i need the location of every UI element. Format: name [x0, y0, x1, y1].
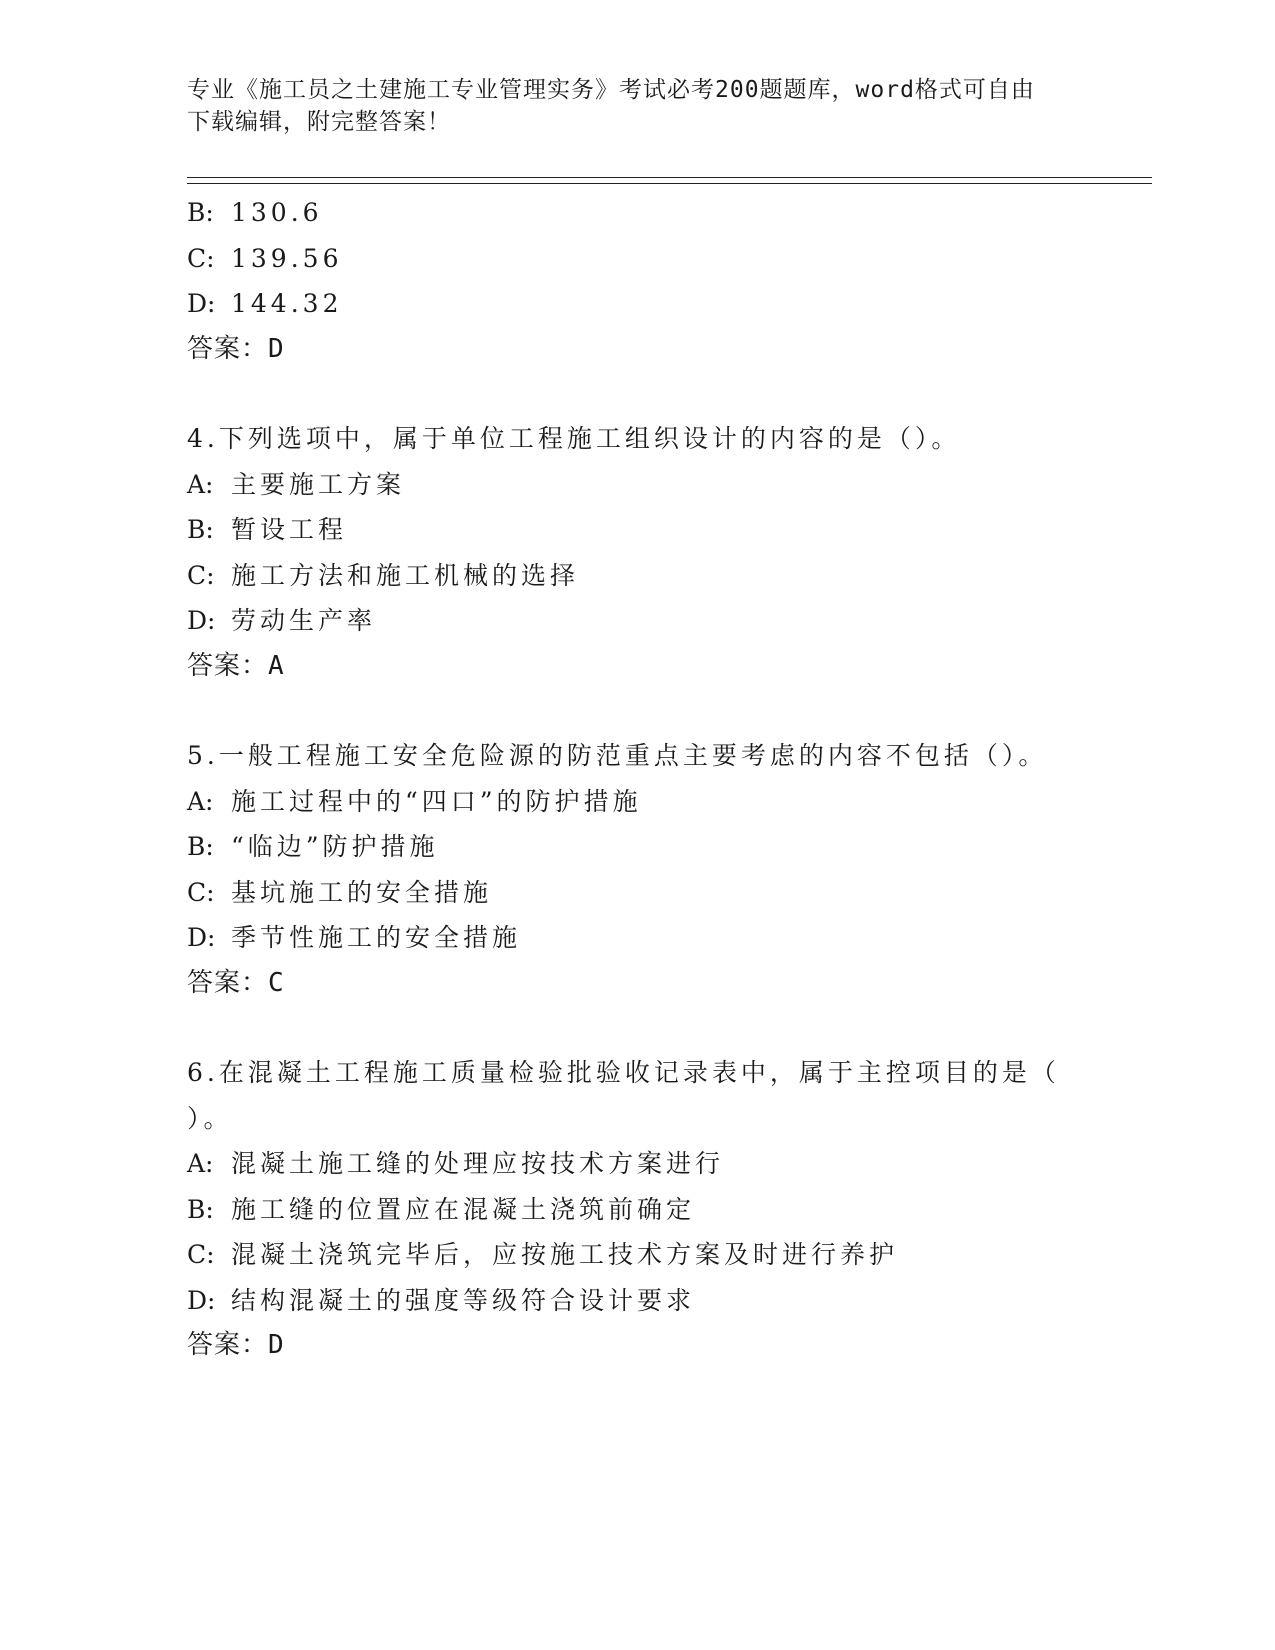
option-d: D: 劳动生产率	[187, 606, 377, 635]
answer-line: 答案：C	[187, 967, 285, 998]
question-stem: 5.一般工程施工安全危险源的防范重点主要考虑的内容不包括（）。	[187, 741, 1048, 770]
option-b: B: “临边”防护措施	[187, 832, 439, 861]
header-title-line-1: 专业《施工员之土建施工专业管理实务》考试必考200题题库，word格式可自由	[187, 77, 1035, 103]
header-divider-top	[187, 177, 1152, 178]
option-a: A: 混凝土施工缝的处理应按技术方案进行	[187, 1149, 725, 1178]
option-b: B: 暂设工程	[187, 515, 348, 544]
option-a: A: 施工过程中的“四口”的防护措施	[187, 786, 642, 816]
question-6	[187, 1050, 1067, 1369]
question-4	[187, 416, 1067, 689]
header-divider-bottom	[187, 183, 1152, 184]
option-c: C: 139.56	[187, 243, 343, 273]
option-b: B: 施工缝的位置应在混凝土浇筑前确定	[187, 1194, 696, 1224]
document-header	[187, 74, 1067, 138]
question-list	[187, 190, 1067, 1369]
option-c: C: 混凝土浇筑完毕后，应按施工技术方案及时进行养护	[187, 1240, 899, 1269]
option-d: D: 144.32	[187, 289, 343, 318]
answer-line: 答案：A	[187, 650, 285, 681]
option-c: C: 基坑施工的安全措施	[187, 877, 493, 907]
option-d: D: 季节性施工的安全措施	[187, 923, 522, 952]
question-stem: 4.下列选项中，属于单位工程施工组织设计的内容的是（）。	[187, 424, 961, 453]
answer-line: 答案：D	[187, 333, 285, 364]
option-d: D: 结构混凝土的强度等级符合设计要求	[187, 1285, 696, 1315]
question-partial	[187, 190, 1067, 372]
option-b: B: 130.6	[187, 198, 323, 227]
question-stem-line-2: ）。	[187, 1103, 233, 1133]
header-title-line-2: 下载编辑，附完整答案！	[187, 109, 451, 135]
question-stem-line-1: 6.在混凝土工程施工质量检验批验收记录表中，属于主控项目的是（	[187, 1058, 1060, 1087]
question-5	[187, 733, 1067, 1006]
option-a: A: 主要施工方案	[187, 469, 406, 499]
answer-line: 答案：D	[187, 1330, 285, 1360]
option-c: C: 施工方法和施工机械的选择	[187, 560, 580, 590]
